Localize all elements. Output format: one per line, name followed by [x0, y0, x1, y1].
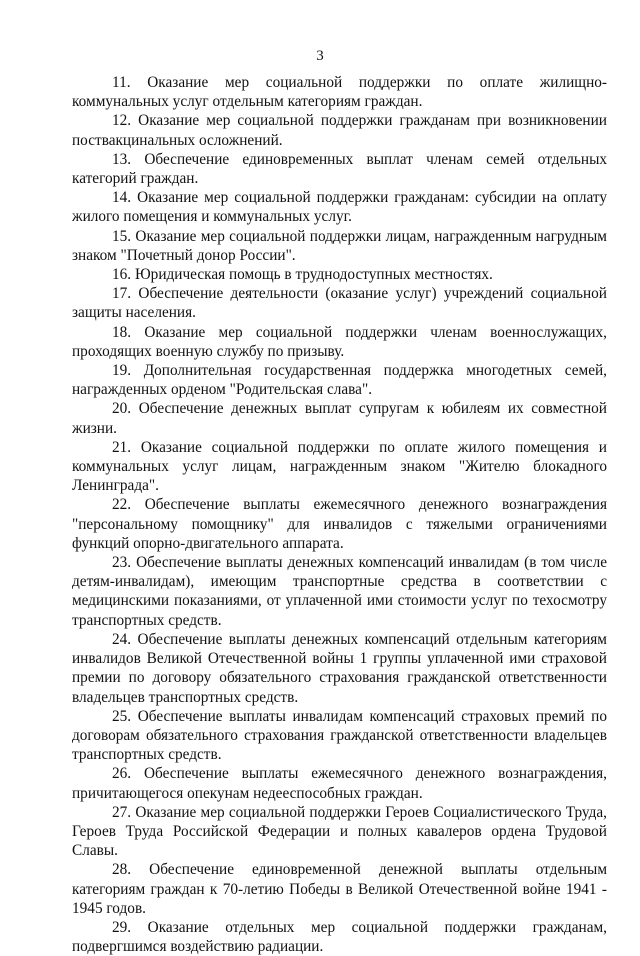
list-item-13: 13. Обеспечение единовременных выплат членам семей отдельных категорий граждан.	[72, 150, 607, 188]
list-item-11: 11. Оказание мер социальной поддержки по оплате жилищно-коммунальных услуг отдельным категориям граждан.	[72, 74, 607, 111]
list-item-16: 16. Юридическая помощь в труднодоступных местностях.	[112, 266, 493, 284]
list-item-17: 17. Обеспечение деятельности (оказание услуг) учреждений социальной защиты населения.	[72, 285, 607, 322]
list-item-19: 19. Дополнительная государственная поддержка многодетных семей, награжденных орденом "Родительская слава".	[72, 362, 607, 399]
list-item-14: 14. Оказание мер социальной поддержки гражданам: субсидии на оплату жилого помещения и коммунальных услуг.	[72, 189, 607, 226]
list-item-27: 27. Оказание мер социальной поддержки Героев Социалистического Труда, Героев Труда Российской Федерации и полных кавалеров ордена Трудовой Славы.	[72, 803, 607, 860]
list-item-29: 29. Оказание отдельных мер социальной поддержки гражданам, подвергшимся воздействию радиации.	[72, 918, 607, 956]
list-item-26: 26. Обеспечение выплаты ежемесячного денежного вознаграждения, причитающегося опекунам недееспособных граждан.	[72, 765, 607, 802]
list-item-20: 20. Обеспечение денежных выплат супругам к юбилеям их совместной жизни.	[72, 400, 607, 437]
list-item-25: 25. Обеспечение выплаты инвалидам компенсаций страховых премий по договорам обязательного страхования гражданской ответственности владельцев транспортных средств.	[72, 707, 607, 764]
document-body	[72, 73, 607, 956]
list-item-28: 28. Обеспечение единовременной денежной выплаты отдельным категориям граждан к 70-летию Победы в Великой Отечественной войне 1941 - 1945 годов.	[72, 861, 607, 917]
list-item-21: 21. Оказание социальной поддержки по оплате жилого помещения и коммунальных услуг лицам, награжденным знаком "Жителю блокадного Ленинграда".	[72, 438, 607, 495]
list-item-12: 12. Оказание мер социальной поддержки гражданам при возникновении поствакцинальных осложнений.	[72, 112, 607, 149]
list-item-24: 24. Обеспечение выплаты денежных компенсаций отдельным категориям инвалидов Великой Отечественной войны 1 группы уплаченной ими страховой премии по договору обязательного страхования гражданской ответственности владельцев транспортных средств.	[72, 630, 607, 706]
list-item-23: 23. Обеспечение выплаты денежных компенсаций инвалидам (в том числе детям-инвалидам), имеющим транспортные средства в соответствии с медицинскими показаниями, от уплаченной ими стоимости услуг по техосмотру транспортных средств.	[72, 554, 607, 629]
list-item-15: 15. Оказание мер социальной поддержки лицам, награжденным нагрудным знаком "Почетный донор России".	[72, 227, 607, 264]
list-item-18: 18. Оказание мер социальной поддержки членам военнослужащих, проходящих военную службу по призыву.	[72, 323, 607, 360]
page-number: 3	[316, 48, 324, 64]
list-item-22: 22. Обеспечение выплаты ежемесячного денежного вознаграждения "персональному помощнику" для инвалидов с тяжелыми ограничениями функций опорно-двигательного аппарата.	[72, 496, 607, 552]
